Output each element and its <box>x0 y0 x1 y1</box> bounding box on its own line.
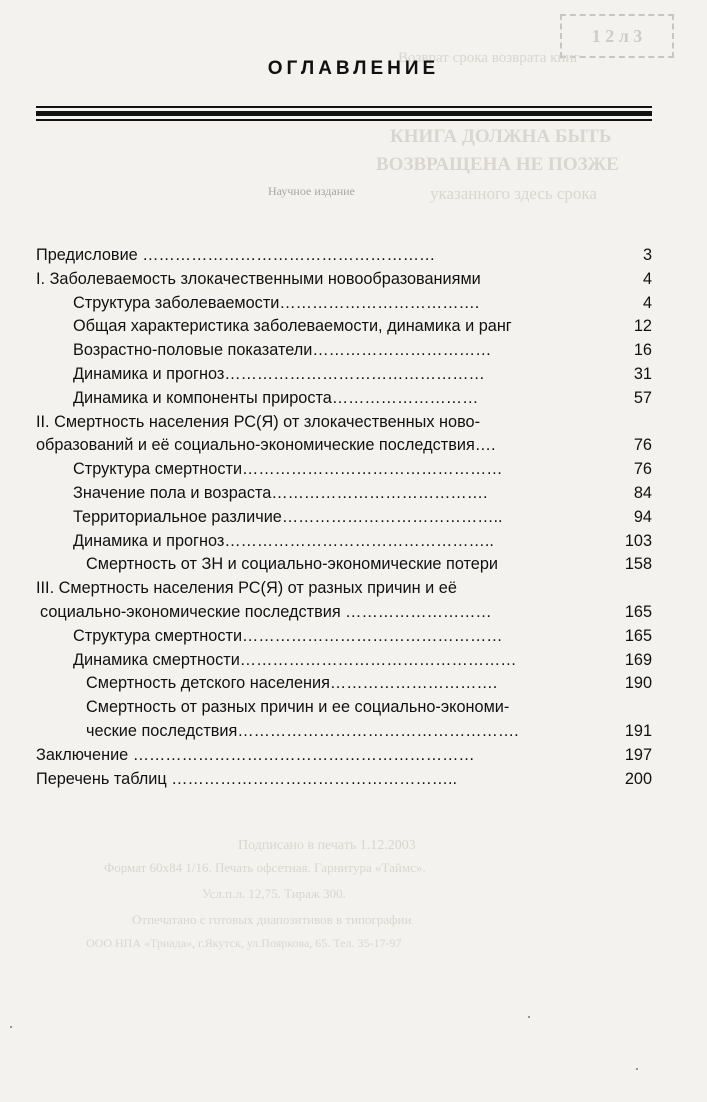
toc-entry: I. Заболеваемость злокачественными новообразованиями 4 <box>36 269 652 288</box>
toc-entry: Динамика и прогноз………………………………………….. 103 <box>73 531 652 550</box>
title-rule-thick <box>36 111 652 116</box>
toc-entry: Смертность от разных причин и ее социально-экономи- <box>86 698 510 717</box>
toc-entry: Динамика и компоненты прироста……………………… 57 <box>73 388 652 407</box>
toc-entry: Структура заболеваемости………………………………. 4 <box>73 293 652 312</box>
bleed-text: Научное издание <box>268 184 355 198</box>
dust-speck <box>636 1068 638 1070</box>
toc-entry: III. Смертность населения РС(Я) от разных причин и её <box>36 579 457 598</box>
toc-entry: социально-экономические последствия ……………………… 165 <box>40 602 652 621</box>
toc-entry: Заключение ……………………………………………………… 197 <box>36 745 652 764</box>
bleed-text: Формат 60х84 1/16. Печать офсетная. Гарнитура «Таймс». <box>104 860 426 875</box>
toc-entry: Смертность от ЗН и социально-экономические потери 158 <box>86 555 652 574</box>
toc-entry: Смертность детского населения…………………………. 190 <box>86 674 652 693</box>
dust-speck <box>10 1026 12 1028</box>
toc-entry: Предисловие ……………………………………………… 3 <box>36 246 652 264</box>
toc-entry: Территориальное различие………………………………….. 94 <box>73 507 652 526</box>
title-rule <box>36 106 652 108</box>
library-stamp: 1 2 л 3 <box>560 14 674 58</box>
bleed-text: указанного здесь срока <box>430 184 597 203</box>
table-of-contents <box>36 244 652 791</box>
bleed-text: Подписано в печать 1.12.2003 <box>238 838 416 853</box>
toc-entry: Динамика и прогноз………………………………………… 31 <box>73 364 652 383</box>
bleed-text: ООО НПА «Триада», г.Якутск, ул.Пояркова, 65. Тел. 35-17-97 <box>86 936 402 950</box>
toc-entry: II. Смертность населения РС(Я) от злокачественных ново- <box>36 412 481 431</box>
toc-entry: образований и её социально-экономические последствия…. 76 <box>36 436 652 455</box>
toc-entry: ческие последствия……………………………………………. 191 <box>86 721 652 740</box>
dust-speck <box>528 1016 530 1018</box>
page-title: ОГЛАВЛЕНИЕ <box>267 58 440 79</box>
title-rule <box>36 119 652 121</box>
toc-entry: Возрастно-половые показатели…………………………… 16 <box>73 341 652 360</box>
toc-entry: Динамика смертности…………………………………………… 169 <box>73 650 652 669</box>
bleed-text: Отпечатано с готовых диапозитивов в типографии <box>132 912 412 927</box>
toc-entry: Структура смертности………………………………………… 165 <box>73 626 652 645</box>
toc-entry: Общая характеристика заболеваемости, динамика и ранг 12 <box>73 317 652 336</box>
toc-entry: Структура смертности………………………………………… 76 <box>73 460 652 479</box>
toc-entry: Перечень таблиц …………………………………………….. 200 <box>36 769 652 788</box>
toc-entry: Значение пола и возраста…………………………………. 84 <box>73 483 652 502</box>
bleed-text: Усл.п.л. 12,75. Тираж 300. <box>202 886 346 901</box>
bleed-text: КНИГА ДОЛЖНА БЫТЬ <box>390 126 612 147</box>
bleed-text: Возврат срока возврата книг <box>398 50 580 66</box>
bleed-text: ВОЗВРАЩЕНА НЕ ПОЗЖЕ <box>376 154 619 175</box>
